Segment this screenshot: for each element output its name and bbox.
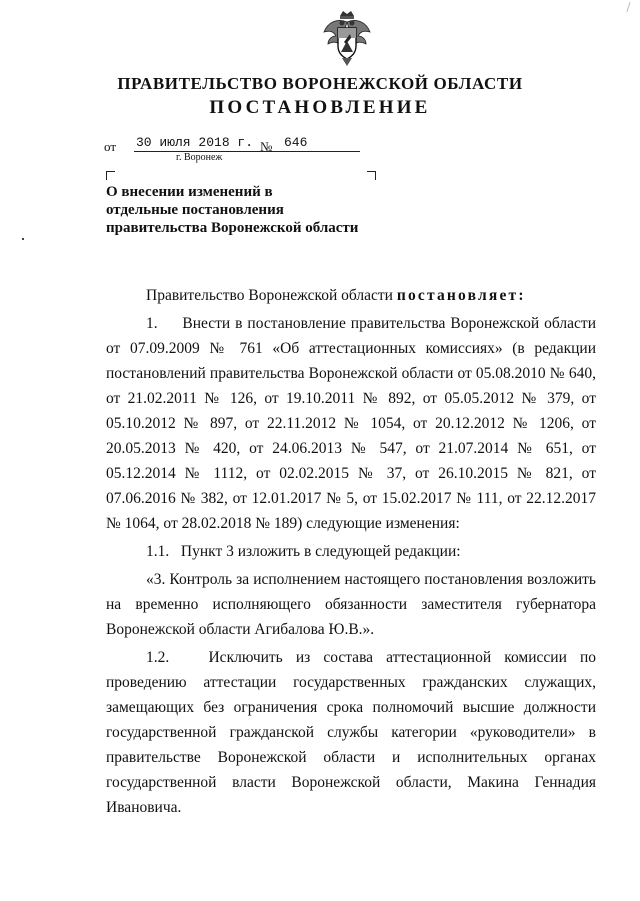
paragraph-1-2: 1.2. Исключить из состава аттестационной комиссии по проведению аттестации государственных гражданских служащих, замещающих без ограничения срока полномочий высшие должности государственной гражданской службы категории «руководители» в правительстве Воронежской области и исполнительных органах государственной власти Воронежской области, Макина Геннадия Ивановича. [106, 649, 596, 816]
document-date: 30 июля 2018 г. [134, 135, 360, 152]
intro-text: Правительство Воронежской области [146, 287, 397, 304]
document-number: 646 [280, 135, 348, 152]
resolves-emphasis: постановляет: [396, 287, 526, 304]
city-label: г. Воронеж [176, 152, 223, 163]
date-prefix: от [104, 139, 117, 154]
document-subject [106, 183, 358, 237]
paragraph-1-1-quote: «3. Контроль за исполнением настоящего постановления возложить на временно исполняющего обязанности заместителя губернатора Воронежской области Агибалова Ю.В.». [106, 571, 596, 638]
subject-line: правительства Воронежской области [106, 220, 359, 236]
intro-paragraph [106, 283, 596, 308]
number-prefix: № [260, 139, 273, 154]
coat-of-arms-icon [322, 8, 372, 68]
subject-line: О внесении изменений в [106, 184, 273, 200]
paragraph-1: 1. Внести в постановление правительства Воронежской области от 07.09.2009 № 761 «Об аттестационных комиссиях» (в редакции постановлений правительства Воронежской области от 05.08.2010 № 640, от 21.02.2011 № 126, от 19.10.2011 № 892, от 05.05.2012 № 379, от 05.10.2012 № 897, от 22.11.2012 № 1054, от 20.12.2012 № 1206, от 20.05.2013 № 420, от 24.06.2013 № 547, от 21.07.2014 № 651, от 05.12.2014 № 1112, от 02.02.2015 № 37, от 26.10.2015 № 821, от 07.06.2016 № 382, от 12.01.2017 № 5, от 15.02.2017 № 111, от 22.12.2017 № 1064, от 28.02.2018 № 189) следующие изменения: [106, 315, 596, 532]
government-title: ПРАВИТЕЛЬСТВО ВОРОНЕЖСКОЙ ОБЛАСТИ [117, 74, 523, 93]
subject-line: отдельные постановления [106, 202, 284, 218]
scan-speck [22, 238, 24, 240]
scan-mark [626, 2, 630, 12]
corner-mark-left [106, 171, 115, 180]
document-type: ПОСТАНОВЛЕНИЕ [209, 97, 431, 118]
corner-mark-right [367, 171, 376, 180]
document-body [106, 283, 596, 820]
paragraph-1-1: 1.1. Пункт 3 изложить в следующей редакции: [146, 543, 461, 560]
